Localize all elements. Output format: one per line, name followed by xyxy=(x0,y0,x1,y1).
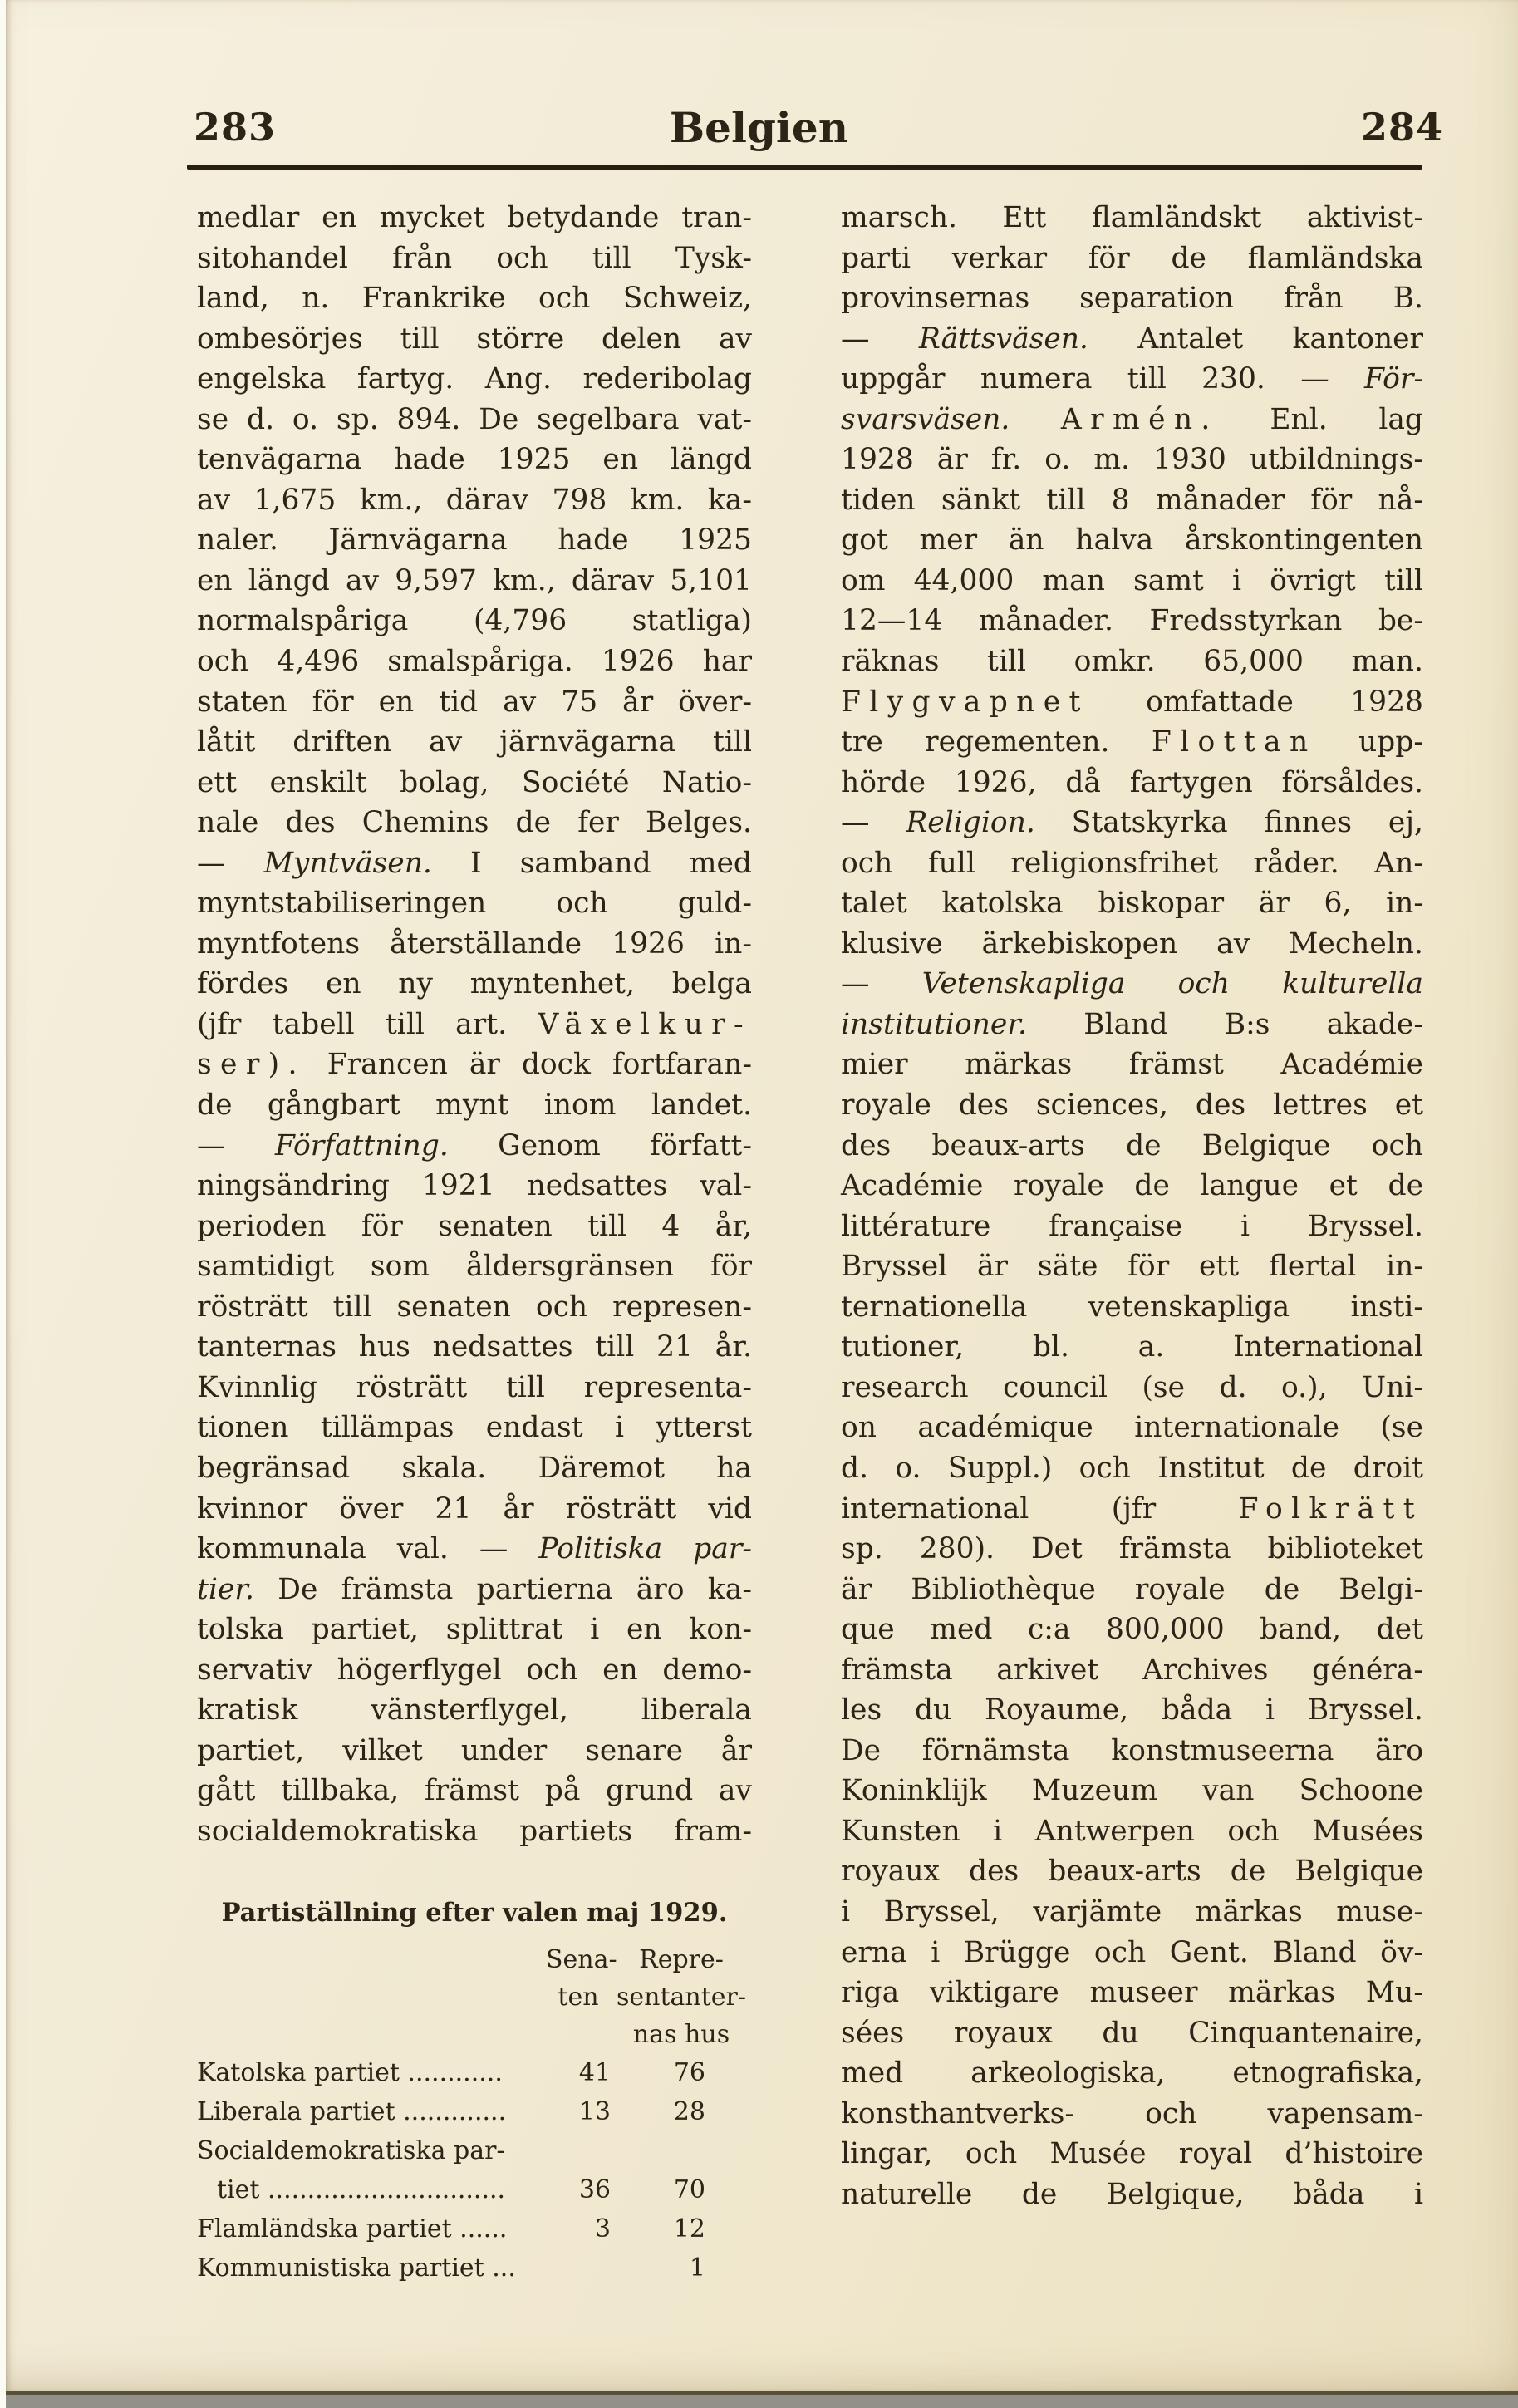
text-line: räknas till omkr. 65,000 man. xyxy=(841,645,1423,679)
text-line: 12—14 månader. Fredsstyrkan be- xyxy=(841,604,1423,638)
text-line: tutioner, bl. a. International xyxy=(841,1330,1423,1364)
text-line: med arkeologiska, etnografiska, xyxy=(841,2057,1423,2091)
text-line: — Vetenskapliga och kulturella xyxy=(841,967,1423,1001)
text-column-right xyxy=(841,198,1423,2214)
page-title: Belgien xyxy=(669,103,849,152)
text-line: och 4,496 smalspåriga. 1926 har xyxy=(197,645,752,679)
text-column-left xyxy=(197,198,752,2288)
text-line: nale des Chemins de fer Belges. xyxy=(197,806,752,840)
text-line: rösträtt till senaten och represen- xyxy=(197,1290,752,1324)
text-line: fördes en ny myntenhet, belga xyxy=(197,967,752,1001)
text-line: kvinnor över 21 år rösträtt vid xyxy=(197,1491,752,1526)
text-line: riga viktigare museer märkas Mu- xyxy=(841,1976,1423,2010)
senate-seats: 3 xyxy=(594,2214,611,2244)
table-row xyxy=(197,2053,752,2092)
party-name: Socialdemokratiska par- xyxy=(197,2136,505,2166)
text-line: och full religionsfrihet råder. An- xyxy=(841,846,1423,880)
house-seats: 28 xyxy=(673,2097,705,2127)
text-line: research council (se d. o.), Uni- xyxy=(841,1370,1423,1404)
senate-column-header xyxy=(546,1941,617,2053)
text-line: om 44,000 man samt i övrigt till xyxy=(841,563,1423,597)
text-line: staten för en tid av 75 år över- xyxy=(197,685,752,719)
page-number-left: 283 xyxy=(194,105,277,150)
text-line: se d. o. sp. 894. De segelbara vat- xyxy=(197,402,752,436)
text-line: land, n. Frankrike och Schweiz, xyxy=(197,282,752,316)
party-name: Flamländska partiet ...... xyxy=(197,2214,508,2244)
text-line: Kunsten i Antwerpen och Musées xyxy=(841,1814,1423,1848)
scan-edge-strip xyxy=(0,0,6,2408)
text-line: av 1,675 km., därav 798 km. ka- xyxy=(197,483,752,517)
text-line: Bryssel är säte för ett flertal in- xyxy=(841,1250,1423,1284)
text-line: les du Royaume, båda i Bryssel. xyxy=(841,1693,1423,1727)
text-line: sitohandel från och till Tysk- xyxy=(197,241,752,275)
text-line: marsch. Ett flamländskt aktivist- xyxy=(841,201,1423,234)
text-line: mier märkas främst Académie xyxy=(841,1048,1423,1082)
text-line: ett enskilt bolag, Société Natio- xyxy=(197,765,752,799)
text-line: parti verkar för de flamländska xyxy=(841,241,1423,275)
text-line: provinsernas separation från B. xyxy=(841,282,1423,316)
table-row xyxy=(197,2131,752,2170)
text-line: sées royaux du Cinquantenaire, xyxy=(841,2016,1423,2050)
text-line: ternationella vetenskapliga insti- xyxy=(841,1290,1423,1324)
text-line: myntfotens återställande 1926 in- xyxy=(197,926,752,961)
house-seats: 1 xyxy=(689,2253,705,2283)
house-seats: 70 xyxy=(673,2175,705,2205)
text-line: — Rättsväsen. Antalet kantoner xyxy=(841,322,1423,356)
text-line: royaux des beaux-arts de Belgique xyxy=(841,1855,1423,1889)
text-line: talet katolska biskopar är 6, in- xyxy=(841,887,1423,921)
senate-seats: 36 xyxy=(578,2175,611,2205)
party-table-header xyxy=(197,1941,752,2053)
party-table-rows xyxy=(197,2053,752,2288)
text-line: 1928 är fr. o. m. 1930 utbildnings- xyxy=(841,443,1423,477)
text-line: — Författning. Genom författ- xyxy=(197,1128,752,1162)
house-seats xyxy=(611,2131,752,2170)
text-line: kratisk vänsterflygel, liberala xyxy=(197,1693,752,1727)
text-line: kommunala val. — Politiska par- xyxy=(197,1532,752,1566)
table-header-line: nas hus xyxy=(632,2020,730,2050)
text-line: De förnämsta konstmuseerna äro xyxy=(841,1733,1423,1767)
text-line: que med c:a 800,000 band, det xyxy=(841,1613,1423,1647)
text-line: främsta arkivet Archives généra- xyxy=(841,1653,1423,1687)
text-line: Koninklijk Muzeum van Schoone xyxy=(841,1774,1423,1808)
senate-seats xyxy=(546,2248,611,2288)
text-line: — Myntväsen. I samband med xyxy=(197,846,752,880)
text-line: tanternas hus nedsattes till 21 år. xyxy=(197,1330,752,1364)
table-row xyxy=(197,2248,752,2288)
party-name: Kommunistiska partiet ... xyxy=(197,2253,516,2283)
text-line: samtidigt som åldersgränsen för xyxy=(197,1250,752,1284)
text-line: tenvägarna hade 1925 en längd xyxy=(197,443,752,477)
text-line: medlar en mycket betydande tran- xyxy=(197,201,752,234)
table-row xyxy=(197,2170,752,2209)
text-line: en längd av 9,597 km., därav 5,101 xyxy=(197,563,752,597)
text-line: klusive ärkebiskopen av Mecheln. xyxy=(841,926,1423,961)
text-line: tionen tillämpas endast i ytterst xyxy=(197,1411,752,1445)
table-row xyxy=(197,2209,752,2248)
party-name: Liberala partiet ............. xyxy=(197,2097,507,2127)
text-line: naturelle de Belgique, båda i xyxy=(841,2177,1423,2211)
text-line: (jfr tabell till art. Växelkur- xyxy=(197,1007,752,1041)
text-line: tiden sänkt till 8 månader för nå- xyxy=(841,483,1423,517)
text-line: got mer än halva årskontingenten xyxy=(841,523,1423,558)
text-line: ser). Francen är dock fortfaran- xyxy=(197,1048,752,1082)
table-header-line: sentanter- xyxy=(616,1983,747,2012)
text-line: sp. 280). Det främsta biblioteket xyxy=(841,1532,1423,1566)
party-name: Katolska partiet ............ xyxy=(197,2058,503,2088)
house-seats: 12 xyxy=(673,2214,705,2244)
house-column-header xyxy=(611,1941,752,2053)
text-line: on académique internationale (se xyxy=(841,1411,1423,1445)
text-line: des beaux-arts de Belgique och xyxy=(841,1128,1423,1162)
text-line: ombesörjes till större delen av xyxy=(197,322,752,356)
text-line: hörde 1926, då fartygen försåldes. xyxy=(841,765,1423,799)
text-line: de gångbart mynt inom landet. xyxy=(197,1089,752,1123)
text-line: international (jfr Folkrätt xyxy=(841,1491,1423,1526)
table-header-line: Repre- xyxy=(639,1945,724,1975)
text-line: socialdemokratiska partiets fram- xyxy=(197,1814,752,1848)
text-line: engelska fartyg. Ang. rederibolag xyxy=(197,362,752,396)
text-line: begränsad skala. Däremot ha xyxy=(197,1451,752,1485)
text-line: perioden för senaten till 4 år, xyxy=(197,1209,752,1243)
text-line: — Religion. Statskyrka finnes ej, xyxy=(841,806,1423,840)
text-line: uppgår numera till 230. — För- xyxy=(841,362,1423,396)
senate-seats xyxy=(546,2131,611,2170)
text-line: är Bibliothèque royale de Belgi- xyxy=(841,1572,1423,1606)
text-line: Flygvapnet omfattade 1928 xyxy=(841,685,1423,719)
text-line: svarsväsen. Armén. Enl. lag xyxy=(841,402,1424,436)
text-line: littérature française i Bryssel. xyxy=(841,1209,1423,1243)
text-line: partiet, vilket under senare år xyxy=(197,1733,752,1767)
table-row xyxy=(197,2092,752,2131)
right-column-text xyxy=(841,198,1423,2214)
party-table-caption: Partiställning efter valen maj 1929. xyxy=(221,1898,728,1929)
house-seats: 76 xyxy=(673,2058,705,2088)
text-line: servativ högerflygel och en demo- xyxy=(197,1653,752,1687)
text-line: tre regementen. Flottan upp- xyxy=(841,725,1424,759)
text-line: lingar, och Musée royal d’histoire xyxy=(841,2137,1423,2171)
text-line: erna i Brügge och Gent. Bland öv- xyxy=(841,1935,1423,1969)
text-line: ningsändring 1921 nedsattes val- xyxy=(197,1169,752,1203)
party-name: tiet .............................. xyxy=(217,2175,506,2205)
table-header-line: ten xyxy=(558,1983,599,2012)
text-line: låtit driften av järnvägarna till xyxy=(197,725,752,759)
text-line: Kvinnlig rösträtt till representa- xyxy=(197,1370,752,1404)
text-line: konsthantverks- och vapensam- xyxy=(841,2096,1423,2130)
table-header-line: Sena- xyxy=(546,1945,617,1975)
text-line: gått tillbaka, främst på grund av xyxy=(197,1774,752,1808)
header-rule xyxy=(187,165,1422,170)
text-line: Académie royale de langue et de xyxy=(841,1169,1423,1203)
text-line: myntstabiliseringen och guld- xyxy=(197,887,752,921)
party-table xyxy=(197,1898,752,2288)
senate-seats: 13 xyxy=(578,2097,611,2127)
text-line: d. o. Suppl.) och Institut de droit xyxy=(841,1451,1423,1485)
senate-seats: 41 xyxy=(578,2058,611,2088)
text-line: royale des sciences, des lettres et xyxy=(841,1089,1423,1123)
text-line: i Bryssel, varjämte märkas muse- xyxy=(841,1894,1423,1929)
text-line: naler. Järnvägarna hade 1925 xyxy=(197,523,752,558)
text-line: normalspåriga (4,796 statliga) xyxy=(197,604,752,638)
text-line: institutioner. Bland B:s akade- xyxy=(841,1007,1423,1041)
left-column-text xyxy=(197,198,752,1851)
text-line: tier. De främsta partierna äro ka- xyxy=(197,1572,752,1606)
page-number-right: 284 xyxy=(1361,105,1444,150)
text-line: tolska partiet, splittrat i en kon- xyxy=(197,1613,752,1647)
